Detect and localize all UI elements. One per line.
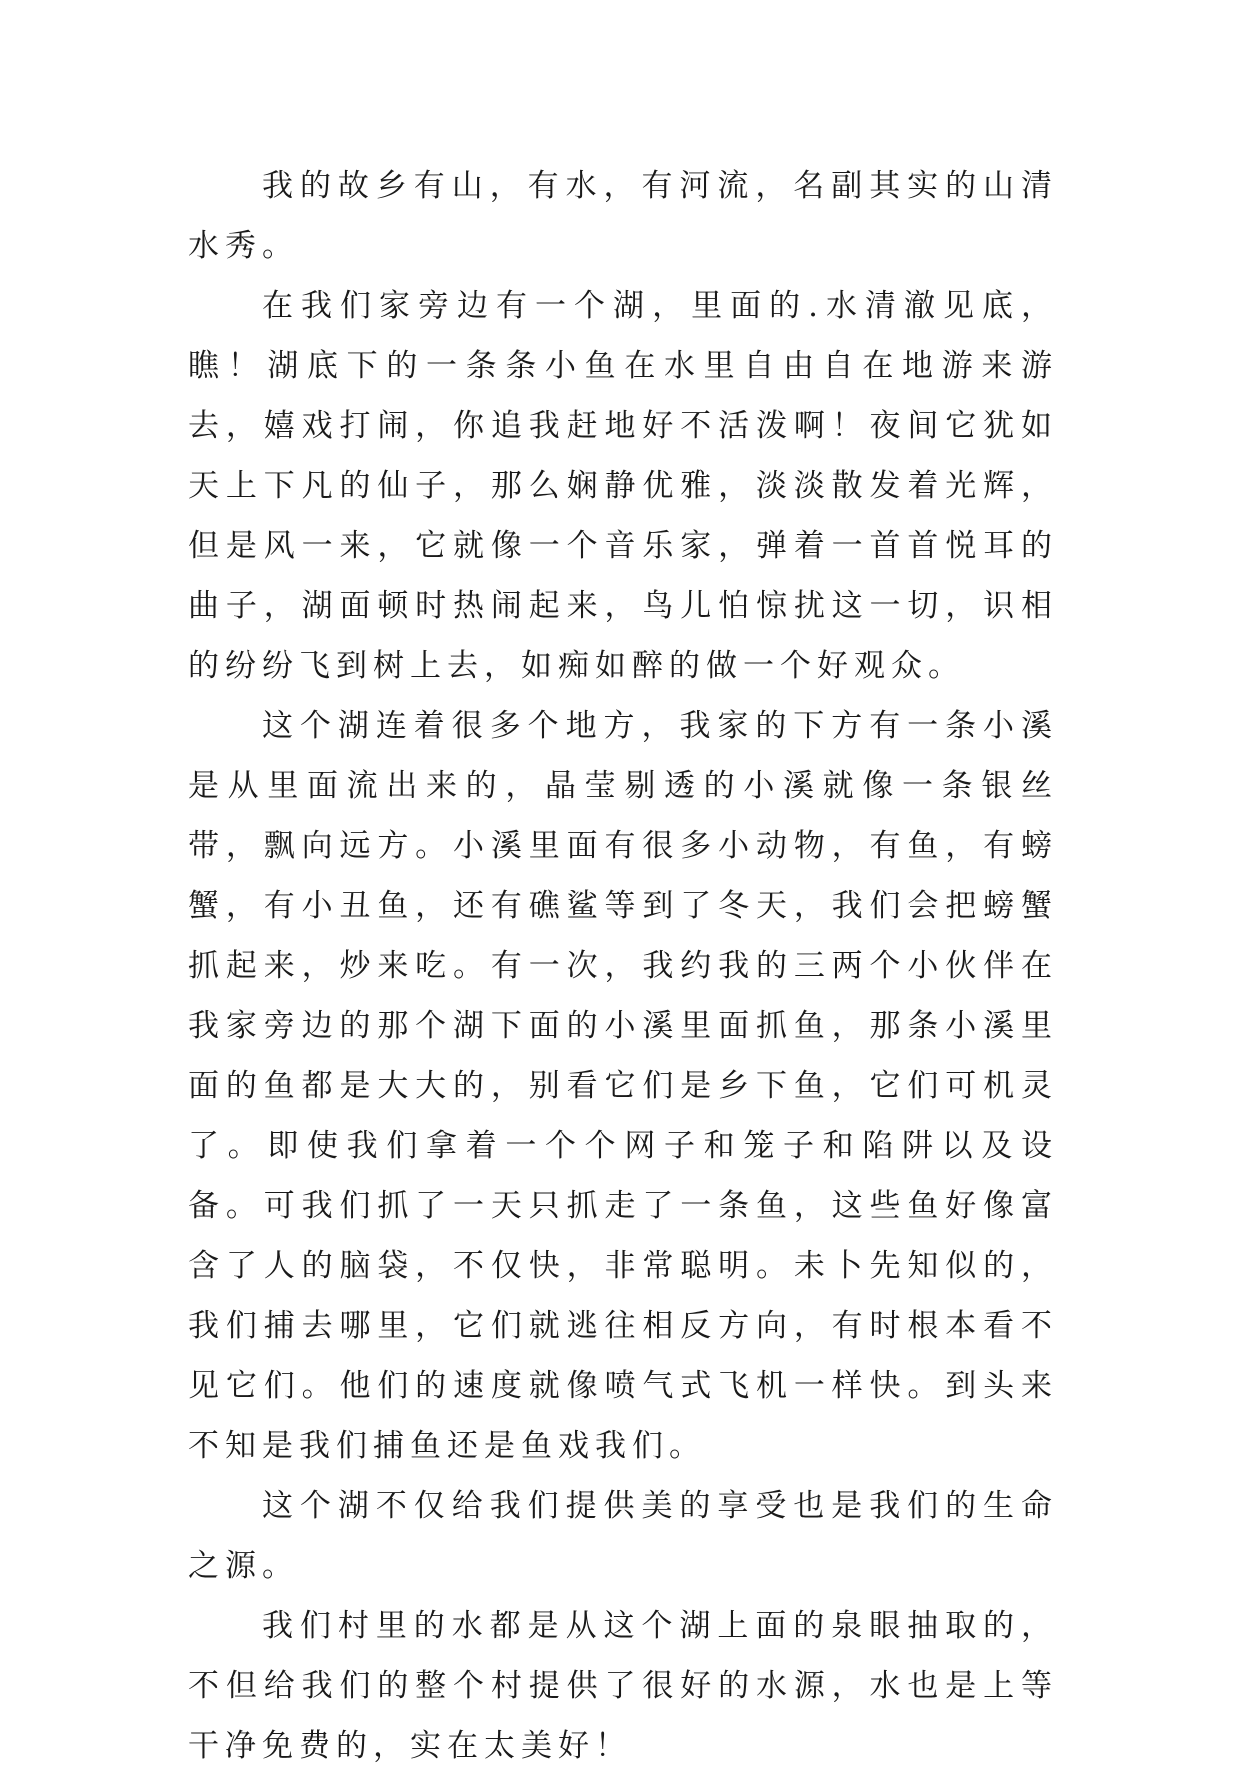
paragraph-1: 我的故乡有山，有水，有河流，名副其实的山清水秀。 bbox=[188, 168, 1058, 264]
paragraph-2: 在我们家旁边有一个湖，里面的.水清澈见底，瞧！湖底下的一条条小鱼在水里自由自在地游来游去，嬉戏打闹，你追我赶地好不活泼啊！夜间它犹如天上下凡的仙子，那么娴静优雅，淡淡散发着光辉，但是风一来，它就像一个音乐家，弹着一首首悦耳的曲子，湖面顿时热闹起来，鸟儿怕惊扰这一切，识相的纷纷飞到树上去，如痴如醉的做一个好观众。 bbox=[188, 288, 1058, 684]
paragraph-4: 这个湖不仅给我们提供美的享受也是我们的生命之源。 bbox=[188, 1488, 1058, 1584]
paragraph-5: 我们村里的水都是从这个湖上面的泉眼抽取的，不但给我们的整个村提供了很好的水源，水也是上等干净免费的，实在太美好！ bbox=[188, 1608, 1058, 1764]
paragraph-3: 这个湖连着很多个地方，我家的下方有一条小溪是从里面流出来的，晶莹剔透的小溪就像一条银丝带，飘向远方。小溪里面有很多小动物，有鱼，有螃蟹，有小丑鱼，还有礁鲨等到了冬天，我们会把螃蟹抓起来，炒来吃。有一次，我约我的三两个小伙伴在我家旁边的那个湖下面的小溪里面抓鱼，那条小溪里面的鱼都是大大的，别看它们是乡下鱼，它们可机灵了。即使我们拿着一个个网子和笼子和陷阱以及设备。可我们抓了一天只抓走了一条鱼，这些鱼好像富含了人的脑袋，不仅快，非常聪明。未卜先知似的，我们捕去哪里，它们就逃往相反方向，有时根本看不见它们。他们的速度就像喷气式飞机一样快。到头来不知是我们捕鱼还是鱼戏我们。 bbox=[188, 708, 1058, 1464]
document-body bbox=[188, 156, 1058, 1776]
